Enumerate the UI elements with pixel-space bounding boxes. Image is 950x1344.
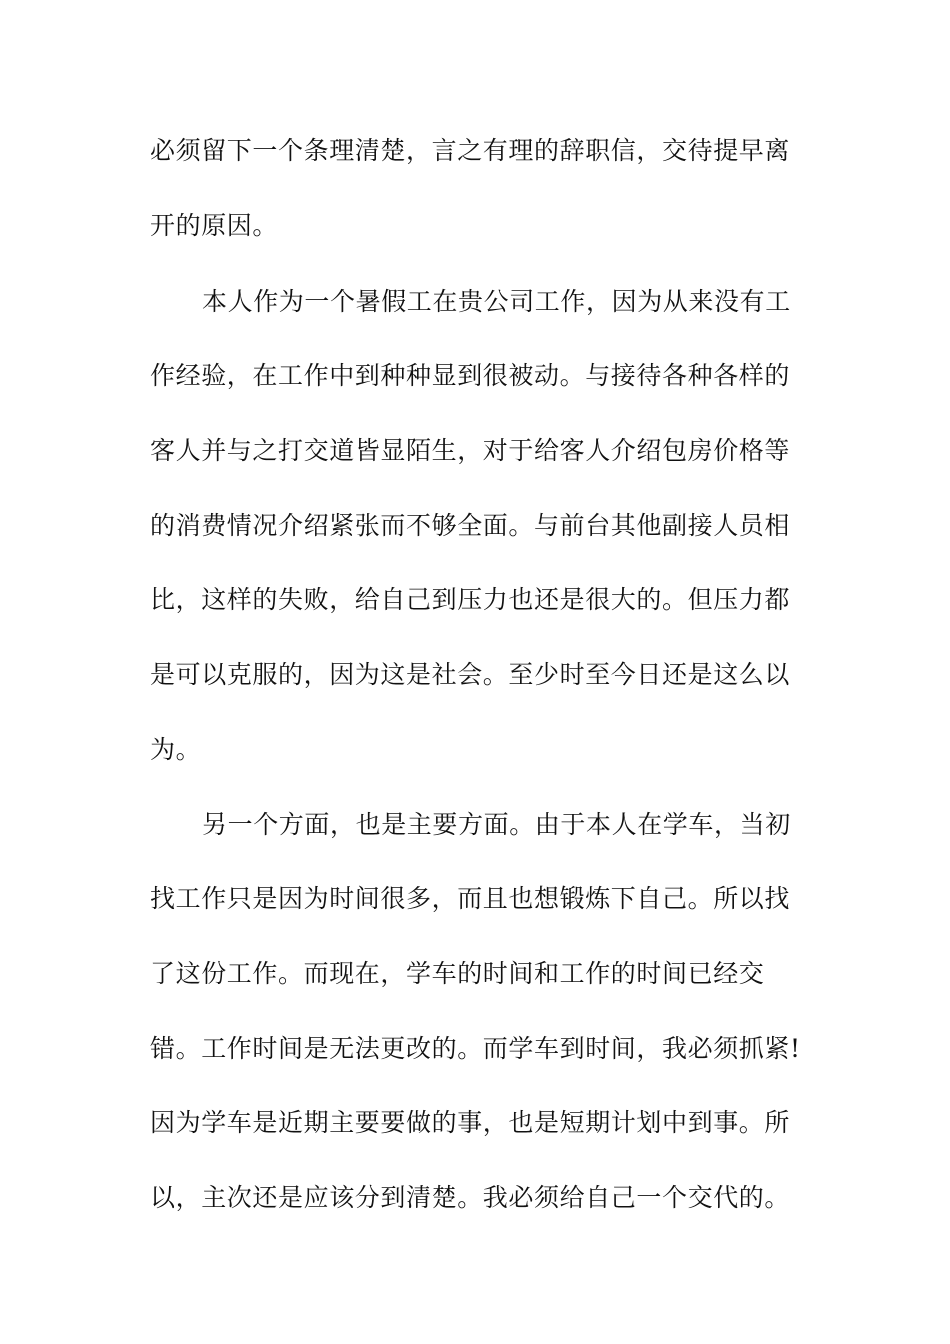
text-line: 必须留下一个条理清楚，言之有理的辞职信，交待提早离 [150, 136, 791, 165]
text-line: 因为学车是近期主要要做的事，也是短期计划中到事。所 [150, 1108, 791, 1137]
text-line: 了这份工作。而现在，学车的时间和工作的时间已经交 [150, 959, 765, 988]
text-line: 为。 [150, 735, 202, 764]
text-line: 是可以克服的，因为这是社会。至少时至今日还是这么以 [150, 660, 791, 689]
text-line: 错。工作时间是无法更改的。而学车到时间，我必须抓紧! [150, 1034, 801, 1063]
paragraph-start-line: 另一个方面，也是主要方面。由于本人在学车，当初 [202, 810, 791, 839]
text-line: 客人并与之打交道皆显陌生，对于给客人介绍包房价格等 [150, 436, 791, 465]
text-line: 开的原因。 [150, 211, 279, 240]
paragraph-start-line: 本人作为一个暑假工在贵公司工作，因为从来没有工 [202, 287, 791, 316]
text-line: 比，这样的失败，给自己到压力也还是很大的。但压力都 [150, 585, 791, 614]
text-line: 的消费情况介绍紧张而不够全面。与前台其他副接人员相 [150, 511, 791, 540]
text-line: 找工作只是因为时间很多，而且也想锻炼下自己。所以找 [150, 884, 791, 913]
text-line: 以，主次还是应该分到清楚。我必须给自己一个交代的。 [150, 1183, 791, 1212]
text-line: 作经验，在工作中到种种显到很被动。与接待各种各样的 [150, 361, 791, 390]
